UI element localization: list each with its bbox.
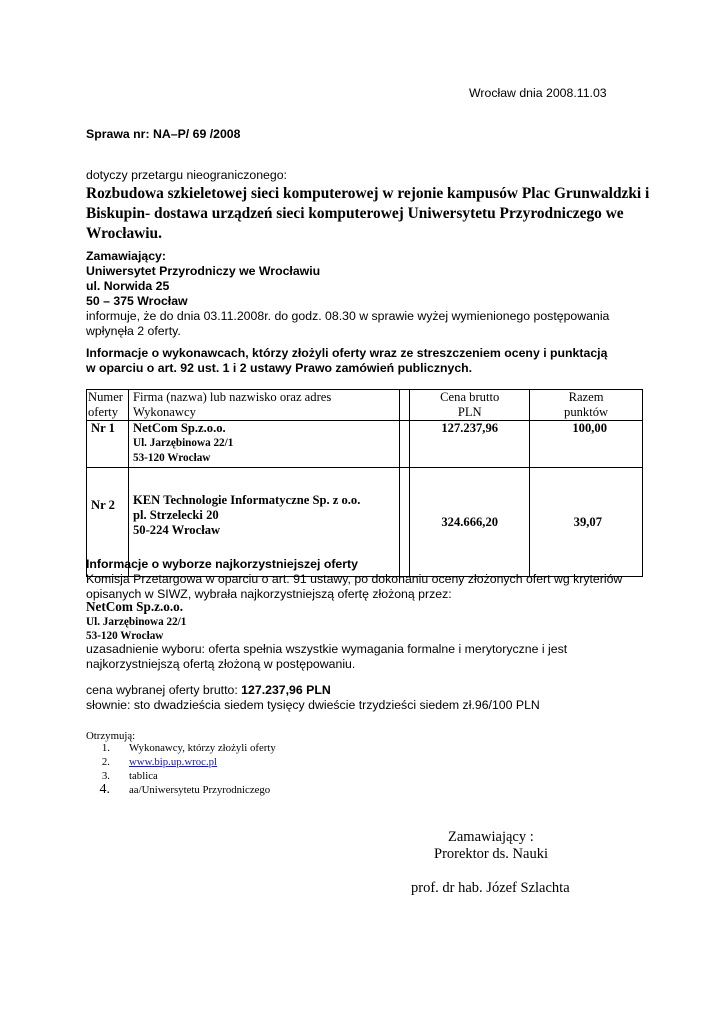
offer-points: 100,00: [530, 421, 643, 468]
list-item-number: 3.: [101, 770, 110, 782]
contracting-party-city: 50 – 375 Wrocław: [86, 294, 188, 308]
recipients-list: [86, 741, 276, 797]
list-item: [86, 769, 276, 783]
list-item-number: 4.: [99, 782, 110, 797]
signature-role: Zamawiający :: [448, 829, 534, 845]
table-row: [87, 421, 643, 468]
header-price: [410, 390, 530, 421]
contracting-party-name: Uniwersytet Przyrodniczy we Wrocławiu: [86, 264, 321, 278]
tender-title-line: Biskupin- dostawa urządzeń sieci komputerowej Uniwersytetu Przyrodniczego we: [86, 205, 624, 222]
list-item-number: 1.: [101, 742, 110, 754]
header-company-line: Wykonawcy: [132, 405, 196, 419]
table-header-row: [87, 390, 643, 421]
winner-city: 53-120 Wrocław: [86, 630, 164, 642]
justification-line: najkorzystniejszą ofertą złożoną w postępowaniu.: [86, 657, 356, 671]
offer-number: Nr 2: [87, 468, 129, 577]
contracting-party-info-line: informuje, że do dnia 03.11.2008r. do godz. 08.30 w sprawie wyżej wymienionego postępowania: [86, 309, 610, 323]
tender-title-line: Wrocławiu.: [86, 225, 162, 242]
offer-company-name: KEN Technologie Informatyczne Sp. z o.o.: [132, 492, 361, 507]
list-item-text: tablica: [129, 770, 158, 782]
spacer-cell: [400, 421, 410, 468]
list-item: [86, 741, 276, 755]
header-price-line: PLN: [457, 405, 482, 419]
selected-price-label: cena wybranej oferty brutto:: [86, 683, 242, 697]
header-number-line: oferty: [88, 405, 119, 419]
contractors-info-line: w oparciu o art. 92 ust. 1 i 2 ustawy Prawo zamówień publicznych.: [86, 361, 473, 375]
offer-company-address: pl. Strzelecki 20: [132, 507, 219, 522]
winner-name: NetCom Sp.z.o.o.: [86, 599, 184, 614]
header-company: [128, 390, 399, 421]
selection-section: [86, 557, 622, 602]
justification: [86, 642, 567, 672]
selection-heading: Informacje o wyborze najkorzystniejszej oferty: [86, 557, 358, 571]
header-number-line: Numer: [88, 390, 123, 404]
list-item: [86, 755, 276, 769]
winner-block: [86, 599, 186, 643]
offer-company-address: Ul. Jarzębinowa 22/1: [132, 437, 234, 449]
header-price-line: Cena brutto: [440, 390, 500, 404]
winner-street: Ul. Jarzębinowa 22/1: [86, 616, 187, 628]
offer-price: 324.666,20: [410, 468, 530, 577]
offer-number: Nr 1: [87, 421, 129, 468]
contracting-party-label: Zamawiający:: [86, 249, 166, 263]
contractors-info-line: Informacje o wykonawcach, którzy złożyli oferty wraz ze streszczeniem oceny i punktacją: [86, 346, 608, 360]
header-company-line: Firma (nazwa) lub nazwisko oraz adres: [132, 390, 332, 404]
tender-title: [86, 184, 649, 244]
recipients-label: Otrzymują:: [86, 730, 136, 742]
signature-name: prof. dr hab. Józef Szlachta: [411, 880, 570, 896]
header-points-line: punktów: [564, 405, 609, 419]
offer-price: 127.237,96: [410, 421, 530, 468]
offer-company-city: 53-120 Wrocław: [132, 452, 211, 464]
document-date: Wrocław dnia 2008.11.03: [469, 86, 607, 100]
selected-price-value: 127.237,96 PLN: [241, 683, 331, 697]
justification-line: uzasadnienie wyboru: oferta spełnia wszystkie wymagania formalne i merytoryczne i jest: [86, 642, 568, 656]
offer-company-name: NetCom Sp.z.o.o.: [132, 421, 226, 435]
case-number: Sprawa nr: NA–P/ 69 /2008: [86, 127, 241, 141]
offer-company-city: 50-224 Wrocław: [132, 522, 221, 537]
list-item-text: aa/Uniwersytetu Przyrodniczego: [129, 784, 271, 796]
selected-price: [86, 683, 331, 698]
signature-title: Prorektor ds. Nauki: [434, 846, 548, 862]
header-points: [530, 390, 643, 421]
price-in-words: słownie: sto dwadzieścia siedem tysięcy dwieście trzydzieści siedem zł.96/100 PLN: [86, 698, 540, 712]
offer-company: [128, 421, 399, 468]
offer-points: 39,07: [530, 468, 643, 577]
header-number: [87, 390, 129, 421]
bip-link[interactable]: www.bip.up.wroc.pl: [129, 756, 218, 768]
list-item: [86, 783, 276, 797]
subject-intro: dotyczy przetargu nieograniczonego:: [86, 168, 287, 182]
selection-text-line: opisanych w SIWZ, wybrała najkorzystniejszą ofertę złożoną przez:: [86, 587, 452, 601]
contracting-party-street: ul. Norwida 25: [86, 279, 170, 293]
contracting-party-info-line: wpłynęła 2 oferty.: [86, 324, 181, 338]
offers-table: [86, 389, 643, 577]
tender-title-line: Rozbudowa szkieletowej sieci komputerowej w rejonie kampusów Plac Grunwaldzki i: [86, 185, 650, 202]
list-item-text: Wykonawcy, którzy złożyli oferty: [129, 742, 276, 754]
list-item-number: 2.: [101, 756, 110, 768]
spacer-cell: [400, 390, 410, 421]
header-points-line: Razem: [568, 390, 604, 404]
contracting-party: [86, 249, 609, 339]
selection-text-line: Komisja Przetargowa w oparciu o art. 91 ustawy, po dokonaniu oceny złożonych ofert wg kryteriów: [86, 572, 623, 586]
contractors-info-heading: [86, 346, 607, 376]
